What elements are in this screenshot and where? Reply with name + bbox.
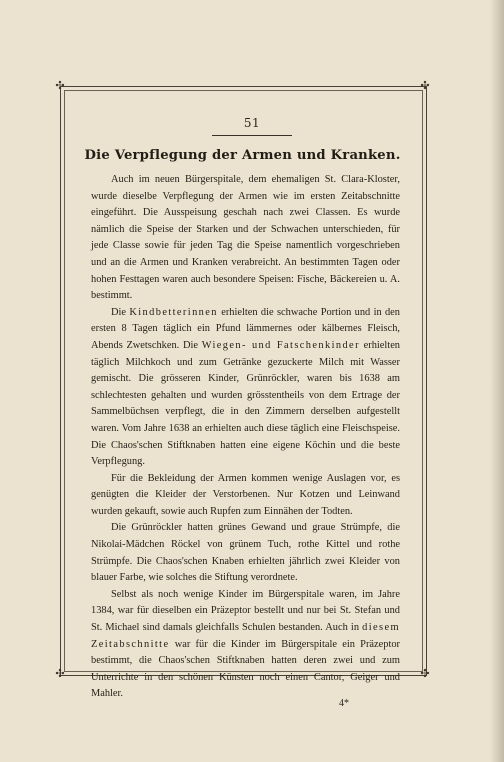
printer-signature: 4* xyxy=(339,698,349,709)
body-text xyxy=(91,172,400,703)
paragraph-text: erhielten die schwache Portion und in den ersten 8 Tagen täglich ein Pfund lämmernes oder kälbernes Fleisch, Abends Zwetschken. Die xyxy=(91,306,400,351)
emphasized-phrase: Kindbetterinnen xyxy=(129,306,218,318)
paragraph-text: Die Grünröckler hatten grünes Gewand und graue Strümpfe, die Nikolai-Mädchen Röckel von grünem Tuch, rothe Kittel und rothe Strümpfe. Die Chaos'schen Knaben erhielten jährlich zwei Kleider von blauer Farbe, wie solches die Stiftung verordnete. xyxy=(91,522,400,584)
header-rule xyxy=(212,135,292,136)
emphasized-phrase: diesem Zeitabschnitte xyxy=(91,622,400,650)
corner-ornament-icon: ✣ xyxy=(55,667,65,680)
paragraph xyxy=(91,471,400,521)
paragraph xyxy=(91,520,400,586)
paragraph-text: Selbst als noch wenige Kinder im Bürgerspitale waren, im Jahre 1384, war für dieselben ein Präzeptor bestellt und nur bei St. Stefan und St. Michael sind damals gleichfalls Schulen bestanden. Auch in xyxy=(91,588,400,634)
paragraph-text: Für die Bekleidung der Armen kommen wenige Auslagen vor, es genügten die Kleider der Verstorbenen. Nur Kotzen und Leinwand wurden gekauft, sowie auch Rupfen zum Einnähen der Todten. xyxy=(91,472,400,517)
paragraph-text: war für die Kinder im Bürgerspitale ein Präzeptor bestimmt, die Chaos'schen Stiftknaben hatten deren zwei und zum Unterrichte in den schönen Künsten noch einen Cantor, Geiger und Mahler. xyxy=(91,638,400,700)
paragraph xyxy=(91,172,400,305)
chapter-title: Die Verpflegung der Armen und Kranken. xyxy=(84,148,401,163)
emphasized-phrase: Wiegen- und Fatschenkinder xyxy=(201,339,360,351)
corner-ornament-icon: ✣ xyxy=(420,79,430,92)
page-number: 51 xyxy=(243,116,261,130)
paragraph xyxy=(91,305,400,471)
paragraph-text: Die xyxy=(111,306,130,318)
page-edge-shadow xyxy=(490,0,504,762)
paragraph-text: Auch im neuen Bürgerspitale, dem ehemaligen St. Clara-Kloster, wurde dieselbe Verpflegung der Armen wie im ersten Zeitabschnitte eingeführt. Die Ausspeisung geschah nach zwei Classen. Es wurde nämlich die Speise der Starken und der Schwachen unterschieden, für jede Classe sowie für jeden Tag die Speise namentlich vorgeschrieben und an die Armen und Kranken verabreicht. An bestimmten Tagen oder hohen Festtagen waren auch besondere Speisen: Fische, Bäckereien u. A. bestimmt. xyxy=(91,174,400,302)
paragraph xyxy=(91,587,400,703)
corner-ornament-icon: ✣ xyxy=(55,79,65,92)
paragraph-text: erhielten täglich Milchkoch und zum Getränke gezuckerte Milch mit Wasser gemischt. Die grösseren Kinder, Grünröckler, waren bis 1638 am schlechtesten gehalten und wurden grösstentheils von dem Ertrage der Sammelbüchsen verpflegt, die in den Zimmern derselben aufgestellt waren. Vom Jahre 1638 an erhielten auch diese täglich eine Fleischspeise. Die Chaos'schen Stiftknaben hatten eine eigene Köchin und die beste Verpflegung. xyxy=(91,339,400,468)
corner-ornament-icon: ✣ xyxy=(420,667,430,680)
